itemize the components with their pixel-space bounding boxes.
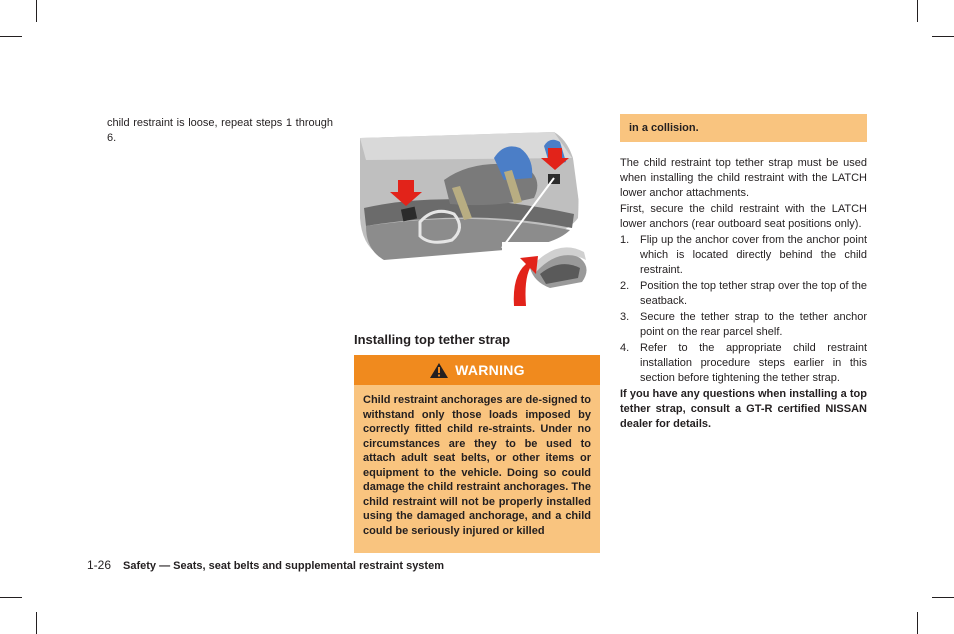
list-item (620, 233, 867, 278)
warning-header (354, 355, 600, 385)
list-item (620, 279, 867, 309)
steps-list (620, 233, 867, 386)
section-title: Installing top tether strap (354, 332, 511, 347)
step-text: Flip up the anchor cover from the anchor point which is located directly behind the child restraint. (640, 234, 867, 276)
warning-continued-text: in a collision. (629, 121, 699, 134)
warning-icon (429, 362, 449, 379)
paragraph-tether-required: The child restraint top tether strap must be used when installing the child restraint with the LATCH lower anchor attachments. (620, 157, 867, 199)
car-interior-illustration (354, 118, 600, 318)
right-column (620, 114, 867, 432)
warning-continued (620, 114, 867, 142)
step-number: 4. (620, 342, 630, 354)
list-item (620, 341, 867, 386)
crop-mark (0, 597, 22, 598)
footer-title: Safety — Seats, seat belts and supplemental restraint system (123, 560, 444, 572)
step-text: Position the top tether strap over the top of the seatback. (640, 280, 867, 307)
crop-mark (917, 612, 918, 634)
dealer-note: If you have any questions when installing a top tether strap, consult a GT-R certified NISSAN dealer for details. (620, 388, 867, 430)
warning-box (354, 355, 600, 553)
list-item (620, 310, 867, 340)
left-column (107, 116, 333, 146)
step-text: Secure the tether strap to the tether anchor point on the rear parcel shelf. (640, 311, 867, 338)
continued-text: child restraint is loose, repeat steps 1 through 6. (107, 117, 333, 144)
crop-mark (0, 36, 22, 37)
warning-text: Child restraint anchorages are de-signed to withstand only those loads imposed by correctly fitted child re-straints. Under no circumstances are they to be used to attach adult seat belts, or other items or equipment to the vehicle. Doing so could damage the child restraint anchorages. The child restraint will not be properly installed using the damaged anchorage, and a child could be seriously injured or killed (363, 394, 591, 537)
crop-mark (36, 0, 37, 22)
step-number: 2. (620, 280, 630, 292)
crop-mark (932, 36, 954, 37)
paragraph-secure-first: First, secure the child restraint with the LATCH lower anchors (rear outboard seat positions only). (620, 203, 867, 230)
warning-title: WARNING (455, 361, 525, 378)
step-number: 1. (620, 234, 630, 246)
step-number: 3. (620, 311, 630, 323)
page-number: 1-26 (87, 558, 112, 572)
crop-mark (917, 0, 918, 22)
crop-mark (932, 597, 954, 598)
page-footer (87, 558, 444, 572)
step-text: Refer to the appropriate child restraint installation procedure steps earlier in this section before tightening the tether strap. (640, 342, 867, 384)
crop-mark (36, 612, 37, 634)
